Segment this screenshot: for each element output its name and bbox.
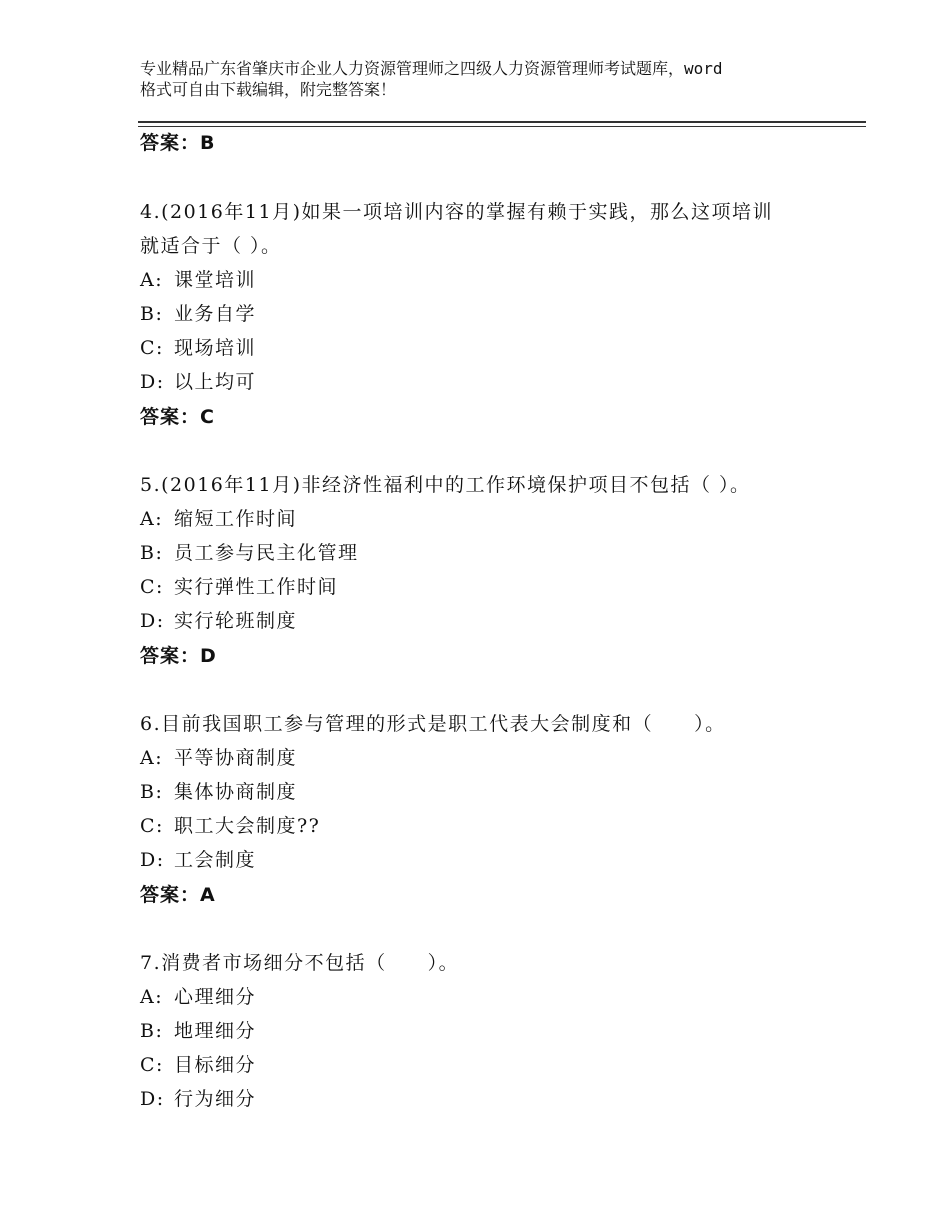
option-letter: B: bbox=[140, 781, 164, 803]
q5-option-a bbox=[140, 506, 297, 532]
option-letter: B: bbox=[140, 542, 164, 564]
q4-stem-line-2: 就适合于（ ）。 bbox=[140, 235, 282, 257]
option-text: 以上均可 bbox=[174, 371, 257, 393]
header-rule-thin bbox=[138, 126, 866, 127]
header-line-2: 格式可自由下载编辑，附完整答案！ bbox=[140, 80, 397, 99]
option-text: 职工大会制度?? bbox=[174, 815, 321, 837]
option-text: 员工参与民主化管理 bbox=[174, 542, 359, 564]
option-letter: A: bbox=[140, 747, 164, 769]
option-text: 地理细分 bbox=[174, 1020, 257, 1042]
option-text: 行为细分 bbox=[174, 1088, 257, 1110]
header-rule-thick bbox=[138, 121, 866, 123]
q7-option-c bbox=[140, 1052, 256, 1078]
prev-answer: 答案：B bbox=[140, 132, 216, 154]
q5-stem-line-1: 5.(2016年11月)非经济性福利中的工作环境保护项目不包括（ ）。 bbox=[140, 474, 751, 496]
q6-option-a bbox=[140, 745, 297, 771]
option-letter: D: bbox=[140, 610, 165, 632]
option-text: 心理细分 bbox=[174, 986, 257, 1008]
option-text: 现场培训 bbox=[174, 337, 257, 359]
option-text: 集体协商制度 bbox=[174, 781, 298, 803]
q7-option-b bbox=[140, 1018, 256, 1044]
option-letter: D: bbox=[140, 1088, 165, 1110]
page-header bbox=[140, 58, 840, 100]
option-letter: A: bbox=[140, 986, 164, 1008]
q6-option-d bbox=[140, 847, 256, 873]
q6-option-c bbox=[140, 813, 320, 839]
q5-answer: 答案：D bbox=[140, 645, 217, 667]
option-letter: D: bbox=[140, 849, 165, 871]
option-letter: B: bbox=[140, 303, 164, 325]
q6-answer: 答案：A bbox=[140, 884, 216, 906]
q4-answer: 答案：C bbox=[140, 406, 215, 428]
header-line-1: 专业精品广东省肇庆市企业人力资源管理师之四级人力资源管理师考试题库，word bbox=[140, 59, 723, 78]
option-letter: B: bbox=[140, 1020, 164, 1042]
option-letter: C: bbox=[140, 1054, 164, 1076]
option-letter: C: bbox=[140, 815, 164, 837]
option-letter: C: bbox=[140, 576, 164, 598]
q7-option-d bbox=[140, 1086, 256, 1112]
option-letter: A: bbox=[140, 269, 164, 291]
option-text: 业务自学 bbox=[174, 303, 257, 325]
q6-stem-line-1: 6.目前我国职工参与管理的形式是职工代表大会制度和（ ）。 bbox=[140, 713, 726, 735]
q4-option-c bbox=[140, 335, 256, 361]
q5-option-d bbox=[140, 608, 297, 634]
q6-option-b bbox=[140, 779, 297, 805]
option-text: 实行轮班制度 bbox=[174, 610, 298, 632]
option-text: 缩短工作时间 bbox=[174, 508, 298, 530]
q7-stem-line-1: 7.消费者市场细分不包括（ ）。 bbox=[140, 952, 460, 974]
q4-stem-line-1: 4.(2016年11月)如果一项培训内容的掌握有赖于实践，那么这项培训 bbox=[140, 201, 773, 223]
option-text: 实行弹性工作时间 bbox=[174, 576, 339, 598]
option-text: 平等协商制度 bbox=[174, 747, 298, 769]
q4-option-d bbox=[140, 369, 256, 395]
option-text: 课堂培训 bbox=[174, 269, 257, 291]
option-text: 目标细分 bbox=[174, 1054, 257, 1076]
option-letter: C: bbox=[140, 337, 164, 359]
q7-option-a bbox=[140, 984, 256, 1010]
option-text: 工会制度 bbox=[174, 849, 257, 871]
option-letter: A: bbox=[140, 508, 164, 530]
q4-option-b bbox=[140, 301, 256, 327]
q5-option-c bbox=[140, 574, 338, 600]
option-letter: D: bbox=[140, 371, 165, 393]
q4-option-a bbox=[140, 267, 256, 293]
q5-option-b bbox=[140, 540, 359, 566]
